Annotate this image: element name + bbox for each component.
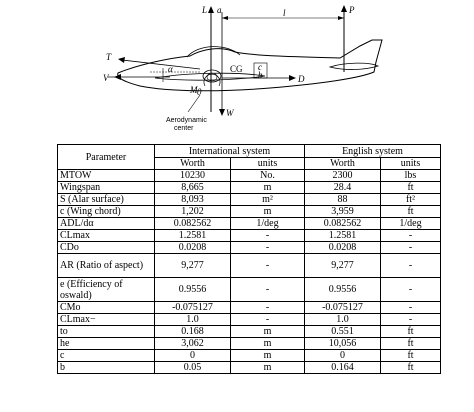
- fuselage-outline: [118, 40, 382, 91]
- table-row: [58, 194, 441, 206]
- cell-int-worth: 0.9556: [155, 278, 231, 302]
- cell-param: b: [58, 362, 155, 374]
- cell-int-worth: 1.0: [155, 314, 231, 326]
- cell-eng-worth: 88: [305, 194, 381, 206]
- header-english: English system: [305, 145, 441, 158]
- cell-param: he: [58, 338, 155, 350]
- cell-int-worth: 0: [155, 350, 231, 362]
- table-row: [58, 170, 441, 182]
- label-l: l: [283, 8, 286, 18]
- cell-eng-units: -: [381, 242, 441, 254]
- table-row: [58, 326, 441, 338]
- header-int-units: units: [231, 158, 305, 170]
- label-M0: M: [190, 85, 198, 95]
- thrust-arrowhead: [118, 57, 125, 63]
- cell-eng-units: ft: [381, 350, 441, 362]
- cell-int-worth: 1.2581: [155, 230, 231, 242]
- table-row: [58, 182, 441, 194]
- cell-int-units: m: [231, 182, 305, 194]
- cell-eng-units: ft: [381, 362, 441, 374]
- cell-int-worth: 1,202: [155, 206, 231, 218]
- cell-int-units: -: [231, 302, 305, 314]
- cell-eng-worth: 3,959: [305, 206, 381, 218]
- cell-int-units: m²: [231, 194, 305, 206]
- table-row: [58, 254, 441, 278]
- ac-pointer: [188, 95, 200, 112]
- cell-param: CLmax: [58, 230, 155, 242]
- table-row: [58, 242, 441, 254]
- cell-param: S (Alar surface): [58, 194, 155, 206]
- cell-param: MTOW: [58, 170, 155, 182]
- cell-eng-units: -: [381, 314, 441, 326]
- cell-int-units: -: [231, 242, 305, 254]
- lift-arrowhead: [208, 6, 214, 13]
- cell-eng-worth: -0.075127: [305, 302, 381, 314]
- cell-int-worth: 0.168: [155, 326, 231, 338]
- label-D: D: [298, 74, 305, 84]
- label-T: T: [106, 52, 112, 62]
- cell-int-worth: -0.075127: [155, 302, 231, 314]
- header-parameter: Parameter: [58, 145, 155, 170]
- cell-int-units: m: [231, 206, 305, 218]
- cell-eng-units: ft²: [381, 194, 441, 206]
- cell-eng-units: ft: [381, 182, 441, 194]
- cell-int-worth: 0.0208: [155, 242, 231, 254]
- cell-int-units: m: [231, 362, 305, 374]
- cell-int-units: m: [231, 338, 305, 350]
- cell-int-worth: 9,277: [155, 254, 231, 278]
- label-b: b: [258, 70, 263, 80]
- cell-int-units: -: [231, 230, 305, 242]
- table-row: [58, 350, 441, 362]
- cell-eng-worth: 9,277: [305, 254, 381, 278]
- cell-eng-worth: 1.2581: [305, 230, 381, 242]
- cell-eng-units: lbs: [381, 170, 441, 182]
- label-M0-sub: 0: [197, 87, 202, 97]
- cell-eng-worth: 0.082562: [305, 218, 381, 230]
- cell-eng-units: ft: [381, 326, 441, 338]
- cell-int-worth: 8,665: [155, 182, 231, 194]
- cell-int-units: -: [231, 314, 305, 326]
- header-row-1: [58, 145, 441, 158]
- cell-param: Wingspan: [58, 182, 155, 194]
- cell-param: AR (Ratio of aspect): [58, 254, 155, 278]
- table-row: [58, 278, 441, 302]
- cell-param: to: [58, 326, 155, 338]
- dim-arrow-left: [222, 16, 228, 20]
- label-a: a: [217, 5, 222, 15]
- parameters-table: [57, 144, 441, 374]
- caption-line2: center: [174, 125, 194, 132]
- table-row: [58, 314, 441, 326]
- cell-int-units: m: [231, 326, 305, 338]
- aircraft-force-diagram: [0, 0, 474, 140]
- horizontal-tail: [330, 63, 378, 69]
- header-int-worth: Worth: [155, 158, 231, 170]
- drag-arrowhead: [289, 75, 296, 81]
- cell-param: c (Wing chord): [58, 206, 155, 218]
- weight-arrowhead: [219, 109, 225, 116]
- cell-eng-units: -: [381, 302, 441, 314]
- label-W: W: [226, 108, 234, 118]
- cell-int-units: No.: [231, 170, 305, 182]
- cell-param: CDo: [58, 242, 155, 254]
- cell-eng-units: -: [381, 230, 441, 242]
- cell-int-worth: 8,093: [155, 194, 231, 206]
- cell-int-worth: 0.05: [155, 362, 231, 374]
- table-row: [58, 230, 441, 242]
- table-row: [58, 218, 441, 230]
- cell-param: e (Efficiency of oswald): [58, 278, 155, 302]
- header-eng-units: units: [381, 158, 441, 170]
- label-V: V: [103, 73, 109, 83]
- cell-int-units: -: [231, 278, 305, 302]
- label-c: c: [258, 62, 262, 72]
- cell-eng-units: ft: [381, 206, 441, 218]
- cell-int-worth: 3,062: [155, 338, 231, 350]
- dim-arrow-right: [338, 16, 344, 20]
- table-body: [58, 170, 441, 374]
- cell-eng-worth: 1.0: [305, 314, 381, 326]
- cell-eng-units: -: [381, 278, 441, 302]
- table-row: [58, 302, 441, 314]
- tail-force-arrowhead: [341, 5, 347, 12]
- table-row: [58, 206, 441, 218]
- cell-eng-worth: 0.0208: [305, 242, 381, 254]
- canopy: [187, 47, 240, 57]
- cell-eng-units: ft: [381, 338, 441, 350]
- cell-eng-worth: 2300: [305, 170, 381, 182]
- cell-eng-units: -: [381, 254, 441, 278]
- aircraft-diagram-svg: [0, 0, 474, 140]
- cell-param: c: [58, 350, 155, 362]
- cell-eng-worth: 0.9556: [305, 278, 381, 302]
- cell-eng-worth: 0.164: [305, 362, 381, 374]
- label-L: L: [202, 5, 208, 15]
- cell-param: ADL/dα: [58, 218, 155, 230]
- cell-eng-worth: 0.551: [305, 326, 381, 338]
- cell-eng-worth: 28.4: [305, 182, 381, 194]
- label-cg: CG: [230, 64, 243, 74]
- label-alpha: α: [168, 64, 173, 74]
- cell-int-worth: 0.082562: [155, 218, 231, 230]
- caption-line1: Aerodynamic: [166, 117, 207, 124]
- header-eng-worth: Worth: [305, 158, 381, 170]
- label-P: P: [349, 5, 355, 15]
- cell-int-units: -: [231, 254, 305, 278]
- cell-eng-worth: 10,056: [305, 338, 381, 350]
- cell-int-worth: 10230: [155, 170, 231, 182]
- cell-int-units: 1/deg: [231, 218, 305, 230]
- cell-int-units: m: [231, 350, 305, 362]
- cell-eng-worth: 0: [305, 350, 381, 362]
- cell-param: CLmax−: [58, 314, 155, 326]
- table-row: [58, 362, 441, 374]
- cell-eng-units: 1/deg: [381, 218, 441, 230]
- cell-param: CMo: [58, 302, 155, 314]
- table-row: [58, 338, 441, 350]
- header-international: International system: [155, 145, 305, 158]
